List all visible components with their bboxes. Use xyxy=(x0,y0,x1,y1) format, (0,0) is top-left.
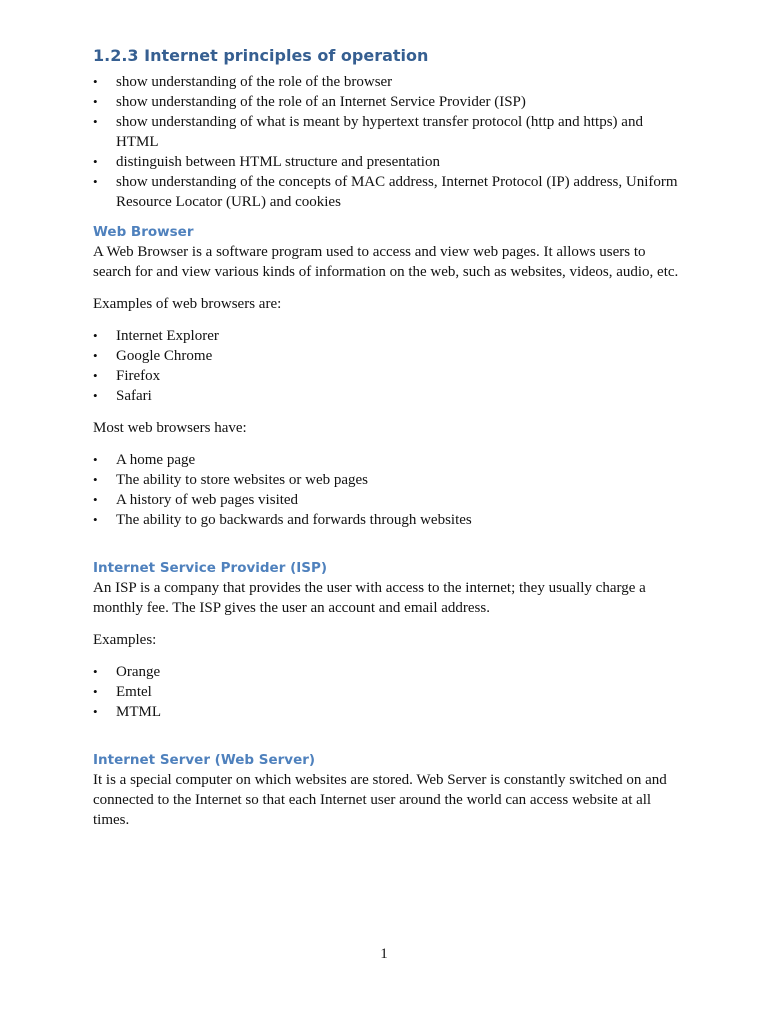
bullet-icon: • xyxy=(93,512,98,527)
bullet-icon: • xyxy=(93,472,98,487)
browser-examples-list xyxy=(93,326,683,406)
bullet-icon: • xyxy=(93,492,98,507)
list-item: • show understanding of the concepts of MAC address, Internet Protocol (IP) address, Uniform Resource Locator (URL) and cookies xyxy=(93,174,678,210)
bullet-icon: • xyxy=(93,368,98,383)
list-item: • A home page xyxy=(93,452,196,468)
browser-features-list xyxy=(93,450,683,530)
list-item: • Firefox xyxy=(93,368,161,384)
web-browser-examples-label: Examples of web browsers are: xyxy=(93,296,282,312)
list-item: • The ability to store websites or web pages xyxy=(93,472,369,488)
list-item: • Google Chrome xyxy=(93,348,213,364)
bullet-icon: • xyxy=(93,328,98,343)
web-browser-features-label: Most web browsers have: xyxy=(93,420,247,436)
isp-examples-label: Examples: xyxy=(93,632,157,648)
objectives-list xyxy=(93,72,683,212)
web-server-heading: Internet Server (Web Server) xyxy=(93,752,316,768)
list-item: • A history of web pages visited xyxy=(93,492,299,508)
list-item: • show understanding of the role of the browser xyxy=(93,74,393,90)
bullet-icon: • xyxy=(93,174,98,189)
bullet-icon: • xyxy=(93,664,98,679)
list-item: • Emtel xyxy=(93,684,152,700)
isp-heading: Internet Service Provider (ISP) xyxy=(93,560,328,576)
list-item: • MTML xyxy=(93,704,161,720)
bullet-icon: • xyxy=(93,74,98,89)
document-page xyxy=(93,44,683,830)
web-server-intro: It is a special computer on which websites are stored. Web Server is constantly switched on and connected to the Internet so that each Internet user around the world can access website at all times. xyxy=(93,772,667,828)
page-number: 1 xyxy=(380,946,388,962)
list-item: • distinguish between HTML structure and presentation xyxy=(93,154,440,170)
isp-examples-list xyxy=(93,662,683,722)
list-item: • Internet Explorer xyxy=(93,328,219,344)
bullet-icon: • xyxy=(93,154,98,169)
list-item: • Orange xyxy=(93,664,161,680)
list-item: • show understanding of what is meant by hypertext transfer protocol (http and https) and HTML xyxy=(93,114,643,150)
bullet-icon: • xyxy=(93,684,98,699)
bullet-icon: • xyxy=(93,114,98,129)
bullet-icon: • xyxy=(93,348,98,363)
section-heading: 1.2.3 Internet principles of operation xyxy=(93,46,429,65)
bullet-icon: • xyxy=(93,452,98,467)
bullet-icon: • xyxy=(93,704,98,719)
bullet-icon: • xyxy=(93,388,98,403)
web-browser-intro: A Web Browser is a software program used to access and view web pages. It allows users to search for and view various kinds of information on the web, such as websites, videos, audio, etc. xyxy=(93,244,679,280)
web-browser-heading: Web Browser xyxy=(93,224,194,240)
list-item: • Safari xyxy=(93,388,152,404)
bullet-icon: • xyxy=(93,94,98,109)
list-item: • The ability to go backwards and forwards through websites xyxy=(93,512,472,528)
isp-intro: An ISP is a company that provides the user with access to the internet; they usually charge a monthly fee. The ISP gives the user an account and email address. xyxy=(93,580,646,616)
list-item: • show understanding of the role of an Internet Service Provider (ISP) xyxy=(93,94,526,110)
